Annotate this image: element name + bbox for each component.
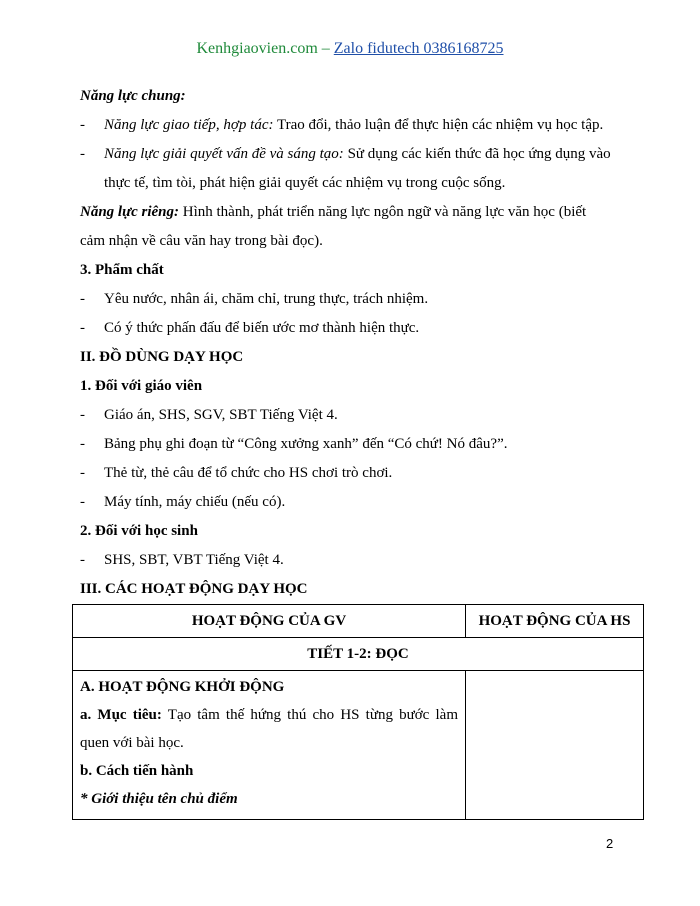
section-3-heading: III. CÁC HOẠT ĐỘNG DẠY HỌC	[80, 581, 308, 597]
list-item	[80, 140, 642, 169]
hs-activity-cell	[466, 671, 644, 820]
bullet-dash: -	[80, 146, 85, 162]
bullet-dash: -	[80, 436, 85, 452]
pham-chat-heading: 3. Phẩm chất	[80, 262, 164, 278]
nang-luc-chung-heading: Năng lực chung:	[80, 88, 186, 104]
nang-luc-rieng-paragraph	[80, 198, 642, 227]
table-row	[73, 638, 644, 671]
muc-tieu-line	[80, 701, 458, 729]
table-header-row	[73, 605, 644, 638]
document-body	[80, 82, 642, 604]
item-text: Trao đổi, thảo luận để thực hiện các nhiệm vụ học tập.	[273, 117, 604, 133]
list-item	[80, 459, 642, 488]
bullet-dash: -	[80, 407, 85, 423]
item-text: Thẻ từ, thẻ câu để tổ chức cho HS chơi trò chơi.	[104, 465, 393, 481]
gioi-thieu-heading: * Giới thiệu tên chủ điểm	[80, 791, 238, 807]
bullet-dash: -	[80, 552, 85, 568]
list-item	[80, 285, 642, 314]
list-item	[80, 430, 642, 459]
page-header	[0, 40, 700, 58]
item-text: Bảng phụ ghi đoạn từ “Công xưởng xanh” đến “Có chứ! Nó đâu?”.	[104, 436, 508, 452]
item-text: Yêu nước, nhân ái, chăm chỉ, trung thực, trách nhiệm.	[104, 291, 429, 307]
giao-vien-heading: 1. Đối với giáo viên	[80, 378, 203, 394]
header-contact-link[interactable]: Zalo fidutech 0386168725	[333, 40, 504, 57]
item-text: Có ý thức phấn đấu để biến ước mơ thành hiện thực.	[104, 320, 420, 336]
list-item	[80, 401, 642, 430]
nang-luc-rieng-continuation: cảm nhận về câu văn hay trong bài đọc).	[80, 233, 323, 249]
cach-tien-hanh-heading: b. Cách tiến hành	[80, 763, 194, 779]
activity-table	[72, 604, 644, 820]
item-label: Năng lực giao tiếp, hợp tác:	[104, 117, 274, 133]
bullet-dash: -	[80, 465, 85, 481]
nang-luc-rieng-text: Hình thành, phát triển năng lực ngôn ngữ và năng lực văn học (biết	[179, 204, 587, 220]
item-text: SHS, SBT, VBT Tiếng Việt 4.	[104, 552, 284, 568]
muc-tieu-continuation: quen với bài học.	[80, 735, 184, 751]
muc-tieu-text: Tạo tâm thế hứng thú cho HS từng bước làm	[161, 707, 458, 723]
item-text: Giáo án, SHS, SGV, SBT Tiếng Việt 4.	[104, 407, 338, 423]
hoc-sinh-heading: 2. Đối với học sinh	[80, 523, 198, 539]
item-label: Năng lực giải quyết vấn đề và sáng tạo:	[104, 146, 344, 162]
bullet-dash: -	[80, 117, 85, 133]
bullet-dash: -	[80, 494, 85, 510]
column-header-gv: HOẠT ĐỘNG CỦA GV	[73, 605, 466, 638]
page-number: 2	[606, 836, 614, 851]
header-separator: –	[317, 40, 334, 57]
nang-luc-rieng-label: Năng lực riêng:	[80, 204, 179, 220]
column-header-hs: HOẠT ĐỘNG CỦA HS	[466, 605, 644, 638]
bullet-dash: -	[80, 320, 85, 336]
bullet-dash: -	[80, 291, 85, 307]
list-item	[80, 488, 642, 517]
section-2-heading: II. ĐỒ DÙNG DẠY HỌC	[80, 349, 244, 365]
list-item	[80, 111, 642, 140]
item-text: Sử dụng các kiến thức đã học ứng dụng vào	[343, 146, 611, 162]
tiet-label: TIẾT 1-2: ĐỌC	[73, 638, 644, 671]
header-site[interactable]: Kenhgiaovien.com	[196, 40, 318, 57]
item-text: Máy tính, máy chiếu (nếu có).	[104, 494, 286, 510]
table-row	[73, 671, 644, 820]
list-item	[80, 314, 642, 343]
gv-activity-cell	[73, 671, 466, 820]
muc-tieu-label: a. Mục tiêu:	[80, 707, 162, 723]
khoi-dong-heading: A. HOẠT ĐỘNG KHỞI ĐỘNG	[80, 679, 285, 695]
item-continuation: thực tế, tìm tòi, phát hiện giải quyết các nhiệm vụ trong cuộc sống.	[104, 175, 506, 191]
list-item	[80, 546, 642, 575]
